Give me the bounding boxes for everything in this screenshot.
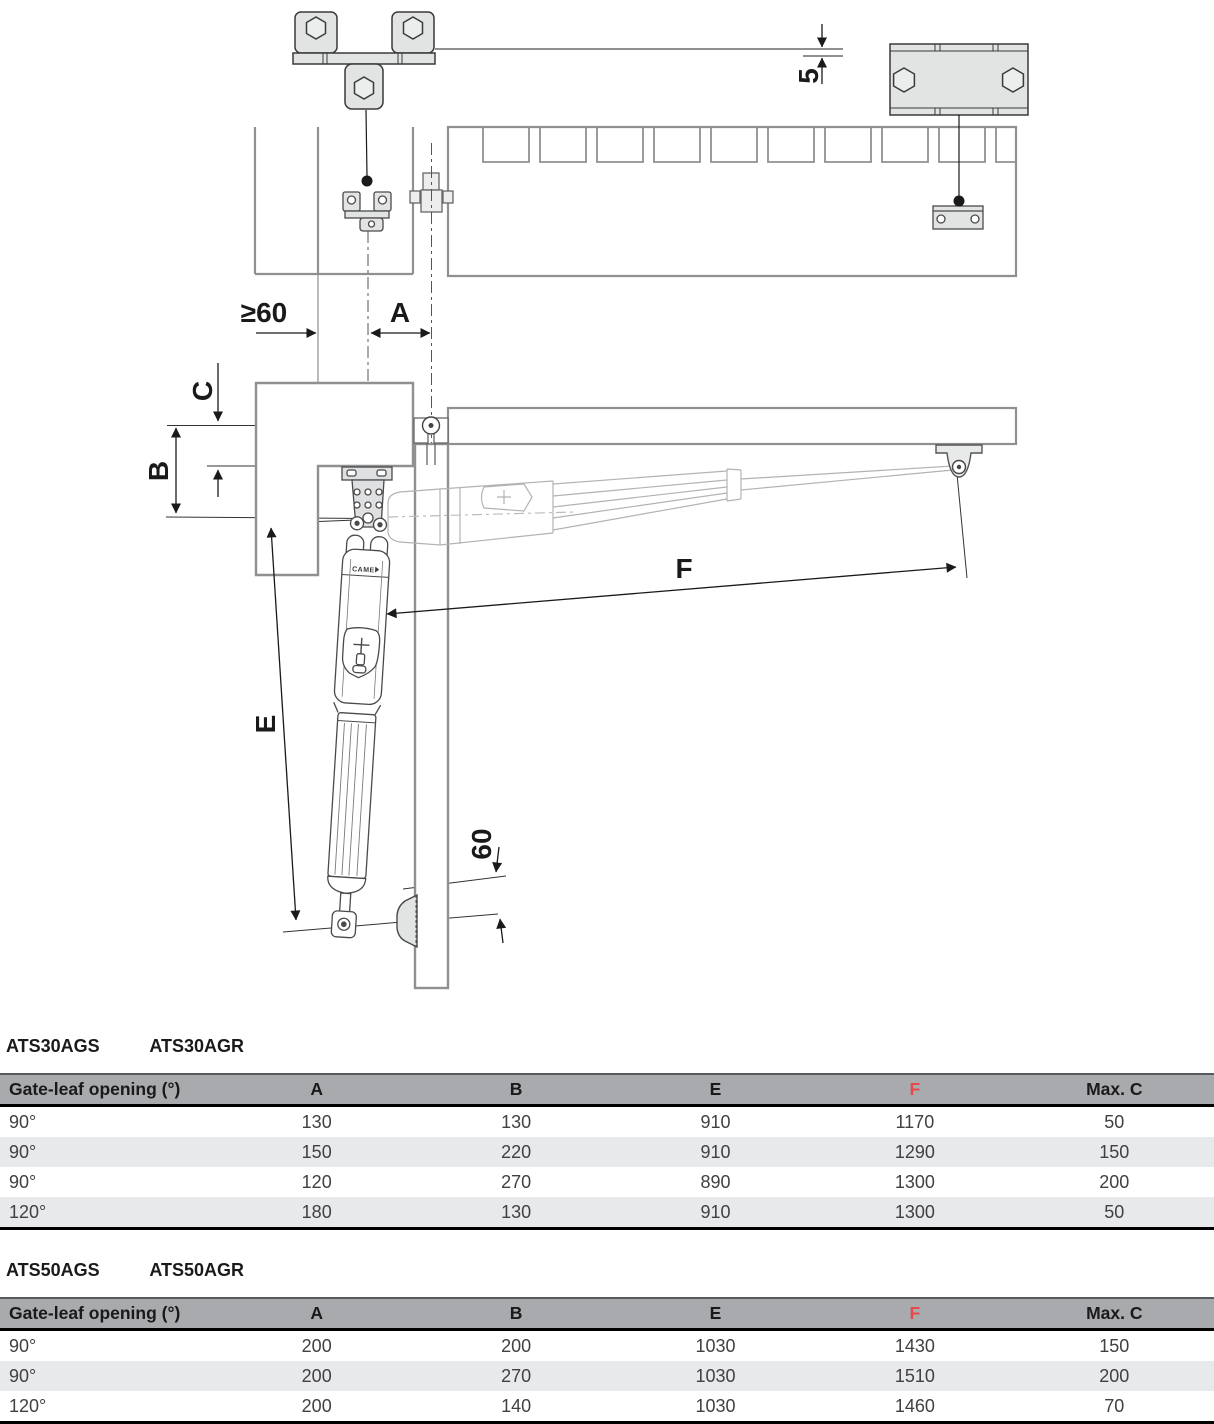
gate-pickets [483,127,1016,162]
dim-b-label: B [143,460,174,482]
table-cell: 910 [616,1137,815,1167]
table-cell: 1300 [815,1197,1014,1229]
table-cell: 150 [217,1137,416,1167]
table-cell: 910 [700,1111,731,1132]
table-cell: 270 [416,1361,615,1391]
table-cell: 1300 [894,1171,935,1192]
section-title [0,1260,1214,1281]
brand-label: CAME [351,566,375,575]
dimension-table-ats50 [0,1297,1214,1424]
table-cell: 200 [301,1395,332,1416]
table-cell: 1430 [894,1335,935,1356]
front-plate-detail [890,44,1028,115]
column-header: F [815,1074,1014,1106]
hex-bolt-icon [894,68,915,92]
table-cell: 120° [0,1197,217,1229]
table-cell: 130 [501,1111,532,1132]
table-cell: 200 [1099,1171,1130,1192]
column-header: Max. C [1015,1298,1214,1330]
table-cell: 180 [217,1197,416,1229]
model-name: ATS50AGS [6,1260,100,1280]
front-bracket-open [397,895,417,947]
table-cell: 130 [416,1197,615,1229]
table-cell: 90° [0,1137,217,1167]
section-ats30 [0,1036,1214,1230]
dim-60-label: 60 [466,828,497,860]
dim-60-arrow-bottom [500,919,503,943]
column-header: Max. C [1015,1074,1214,1106]
table-row [0,1106,1214,1138]
table-cell: 90° [0,1361,217,1391]
gate-leaf-closed [448,408,1016,444]
dim-5 [435,24,843,84]
table-cell: 140 [501,1395,532,1416]
table-cell: 50 [1015,1197,1214,1229]
hex-bolt-icon [1003,68,1024,92]
table-row [0,1330,1214,1362]
table-cell: 1030 [695,1395,736,1416]
column-header: Gate-leaf opening (°) [0,1298,217,1330]
front-bracket-closed [936,445,982,477]
leader-line [366,110,367,176]
model-name: ATS30AGS [6,1036,100,1056]
dimension-table-ats30 [0,1073,1214,1230]
gate-leaf-front [448,127,1016,276]
gate-leaf-open [415,444,448,988]
table-cell: 70 [1104,1395,1125,1416]
table-cell: 200 [217,1361,416,1391]
model-name: ATS50AGR [149,1260,245,1280]
table-cell: 1290 [815,1137,1014,1167]
dim-a-label: A [389,297,411,328]
table-cell: 150 [1015,1137,1214,1167]
table-row [0,1137,1214,1167]
dim-c-label: C [187,380,218,402]
hex-bolt-icon [355,77,374,99]
rear-bracket-mounted [343,192,391,231]
table-cell: 910 [616,1197,815,1229]
section-ats50 [0,1260,1214,1424]
table-cell: 200 [1015,1361,1214,1391]
table-cell: 200 [501,1335,532,1356]
dim-e-label: E [250,714,281,734]
table-cell: 90° [9,1171,37,1192]
table-cell: 120 [301,1171,332,1192]
table-cell: 220 [416,1137,615,1167]
table-row [0,1197,1214,1229]
gate-plan-view [143,143,1016,988]
hex-bolt-icon [404,17,423,39]
table-cell: 200 [301,1335,332,1356]
front-bracket-mounted [933,206,983,229]
table-row [0,1391,1214,1423]
table-cell: 150 [1099,1335,1130,1356]
table-header-row [0,1298,1214,1330]
table-cell: 1170 [895,1111,935,1132]
leader-dot [954,196,965,207]
column-header: A [217,1074,416,1106]
table-header-row [0,1074,1214,1106]
table-row [0,1361,1214,1391]
gate-front-view [255,12,1028,276]
table-cell: 1510 [815,1361,1014,1391]
dim-f-line [387,567,956,614]
rear-bracket-detail [293,12,435,109]
table-row [0,1167,1214,1197]
table-cell: 890 [700,1171,731,1192]
dim-5-label: 5 [793,68,824,84]
column-header: B [416,1074,615,1106]
column-header: F [815,1298,1014,1330]
table-cell: 130 [301,1111,332,1132]
column-header: B [416,1298,615,1330]
table-cell: 90° [9,1111,37,1132]
dim-f-label: F [675,553,693,584]
actuator-open [319,516,392,939]
column-header: E [616,1074,815,1106]
table-cell: 120° [9,1395,47,1416]
table-cell: 50 [1104,1111,1125,1132]
column-header: E [616,1298,815,1330]
actuator-closed-ghost [388,466,953,545]
table-cell: 90° [9,1335,37,1356]
hex-bolt-icon [307,17,326,39]
table-cell: 270 [501,1171,532,1192]
model-name: ATS30AGR [149,1036,245,1056]
table-cell: 1030 [616,1361,815,1391]
dim-min60-label: ≥60 [240,297,288,328]
column-header: Gate-leaf opening (°) [0,1074,217,1106]
section-title [0,1036,1214,1057]
column-header: A [217,1298,416,1330]
leader-dot [362,176,373,187]
table-cell: 1030 [695,1335,736,1356]
table-cell: 1460 [894,1395,935,1416]
